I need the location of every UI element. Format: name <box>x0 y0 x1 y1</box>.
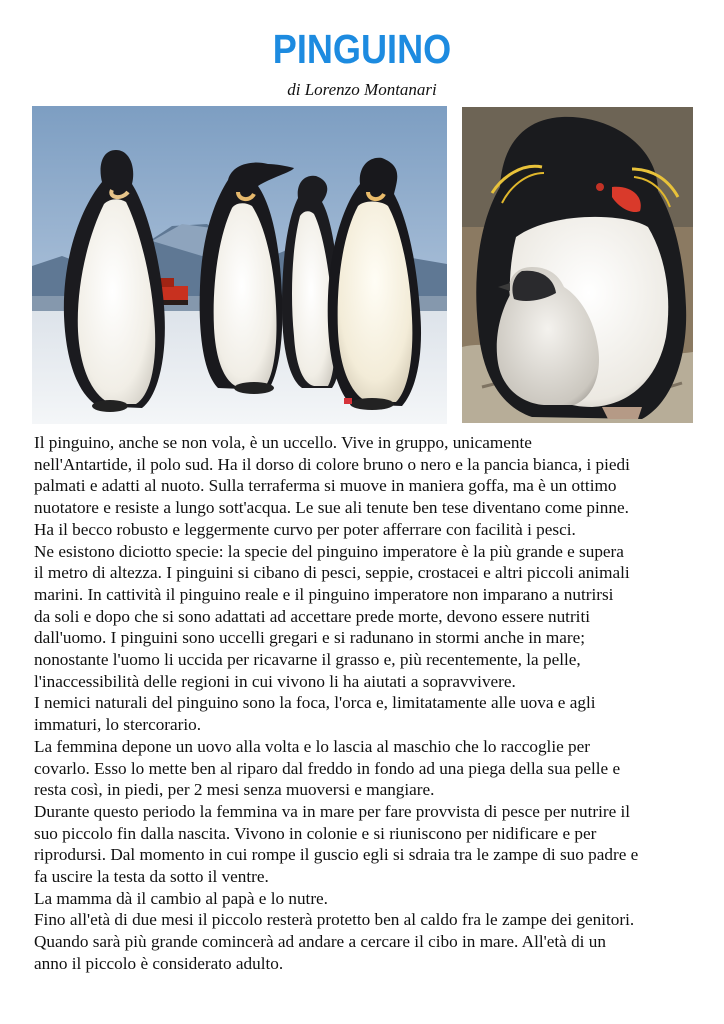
text-line: Il pinguino, anche se non vola, è un uccello. Vive in gruppo, unicamente <box>34 433 532 452</box>
text-line: Fino all'età di due mesi il piccolo resterà protetto ben al caldo fra le zampe dei genitori. <box>34 910 635 930</box>
text-line: La femmina depone un uovo alla volta e lo lascia al maschio che lo raccoglie per <box>34 736 590 756</box>
text-line: palmati e adatti al nuoto. Sulla terraferma si muove in maniera goffa, ma è un ottimo <box>34 476 617 496</box>
text-line: l'inaccessibilità delle regioni in cui vivono li ha aiutati a sopravvivere. <box>34 671 516 691</box>
text-line: Quando sarà più grande comincerà ad andare a cercare il cibo in mare. All'età di un <box>34 932 606 952</box>
text-line: fa uscire la testa da sotto il ventre. <box>34 867 269 887</box>
text-line: La mamma dà il cambio al papà e lo nutre. <box>34 888 328 908</box>
text-line: nonostante l'uomo li uccida per ricavarne il grasso e, più recentemente, la pelle, <box>34 650 581 670</box>
text-line: Ha il becco robusto e leggermente curvo per poter afferrare con facilità i pesci. <box>34 519 576 539</box>
text-line: marini. In cattività il pinguino reale e il pinguino imperatore non imparano a nutrirsi <box>34 584 614 604</box>
page-title: PINGUINO <box>272 26 452 72</box>
author-line: di Lorenzo Montanari <box>287 80 437 99</box>
text-line: suo piccolo fin dalla nascita. Vivono in colonie e si riuniscono per nidificare e per <box>34 823 597 843</box>
body-text <box>34 432 724 975</box>
text-line: I nemici naturali del pinguino sono la foca, l'orca e, limitatamente alle uova e agli <box>34 693 596 713</box>
text-line: nuotatore e resiste a lungo sott'acqua. Le sue ali tenute ben tese diventano come pinne. <box>34 498 629 518</box>
text-line: anno il piccolo è considerato adulto. <box>34 953 284 973</box>
text-line: riprodursi. Dal momento in cui rompe il guscio egli si sdraia tra le zampe di suo padre e <box>34 845 639 865</box>
emperor-penguins-photo <box>32 106 447 424</box>
text-line: dall'uomo. I pinguini sono uccelli gregari e si radunano in stormi anche in mare; <box>34 628 586 648</box>
text-line: Ne esistono diciotto specie: la specie del pinguino imperatore è la più grande e supera <box>34 541 624 561</box>
text-line: immaturi, lo stercorario. <box>34 715 202 735</box>
text-line: resta così, in piedi, per 2 mesi senza muoversi e mangiare. <box>34 780 435 800</box>
text-line: Durante questo periodo la femmina va in mare per fare provvista di pesce per nutrire il <box>34 801 631 821</box>
rockhopper-penguin-with-chick-photo <box>462 107 693 423</box>
text-line: nell'Antartide, il polo sud. Ha il dorso di colore bruno o nero e la pancia bianca, i piedi <box>34 454 630 474</box>
text-line: covarlo. Esso lo mette ben al riparo dal freddo in fondo ad una piega della sua pelle e <box>34 758 621 778</box>
text-line: da soli e dopo che si sono adattati ad accettare prede morte, devono essere nutriti <box>34 606 591 626</box>
text-line: il metro di altezza. I pinguini si cibano di pesci, seppie, crostacei e altri piccoli animali <box>34 563 630 583</box>
